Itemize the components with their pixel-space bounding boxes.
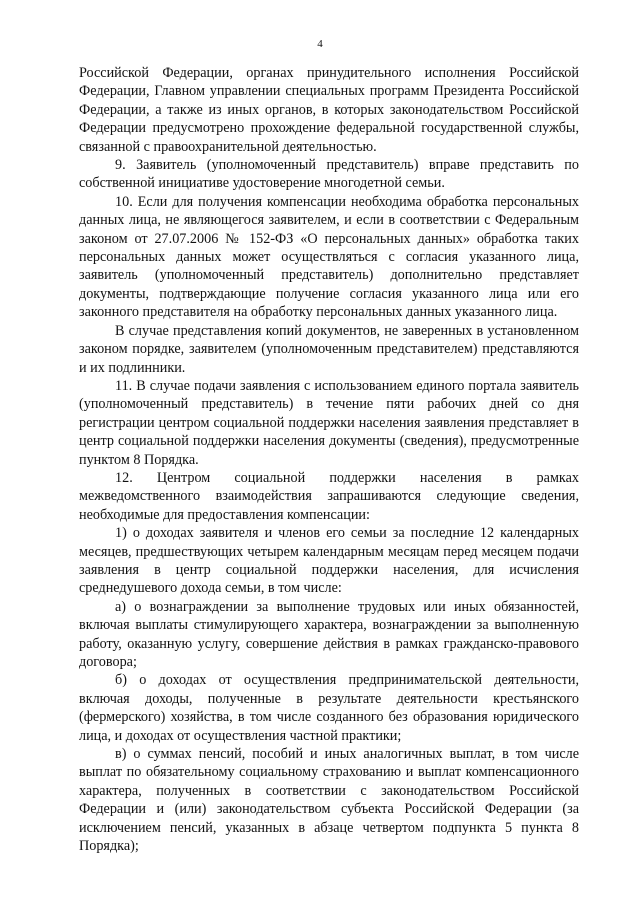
paragraph-subitem-a: а) о вознаграждении за выполнение трудовых или иных обязанностей, включая выплаты стимулирующего характера, вознаграждении за выполненную работу, оказанную услугу, совершение действия в рамках гражданско-правового договора; <box>79 598 579 670</box>
paragraph-item-9: 9. Заявитель (уполномоченный представитель) вправе представить по собственной инициативе удостоверение многодетной семьи. <box>79 157 579 192</box>
document-body <box>79 64 579 855</box>
paragraph-subitem-1: 1) о доходах заявителя и членов его семьи за последние 12 календарных месяцев, предшествующих четырем календарным месяцам перед месяцем подачи заявления в центр социальной поддержки населения, для исчисления среднедушевого дохода семьи, в том числе: <box>79 525 579 597</box>
page-number: 4 <box>317 38 323 50</box>
paragraph-item-10: 10. Если для получения компенсации необходима обработка персональных данных лица, не являющегося заявителем, и если в соответствии с Федеральным законом от 27.07.2006 № 152-ФЗ «О персональных данных» обработка таких персональных данных может осуществляться с согласия указанного лица, заявитель (уполномоченный представитель) дополнительно представляет документы, подтверждающие получение согласия указанного лица или его законного представителя на обработку персональных данных указанного лица. <box>79 193 579 321</box>
paragraph-subitem-v: в) о суммах пенсий, пособий и иных аналогичных выплат, в том числе выплат по обязательному социальному страхованию и выплат компенсационного характера, полученных в соответствии с законодательством Российской Федерации и (или) законодательством субъекта Российской Федерации (за исключением пенсий, указанных в абзаце четвертом подпункта 5 пункта 8 Порядка); <box>79 746 579 855</box>
paragraph-item-11: 11. В случае подачи заявления с использованием единого портала заявитель (уполномоченный представитель) в течение пяти рабочих дней со дня регистрации центром социальной поддержки населения заявления представляет в центр социальной поддержки населения документы (сведения), предусмотренные пунктом 8 Порядка. <box>79 377 579 468</box>
paragraph-subitem-b: б) о доходах от осуществления предпринимательской деятельности, включая доходы, полученные в результате деятельности крестьянского (фермерского) хозяйства, в том числе созданного без образования юридического лица, и доходах от осуществления частной практики; <box>79 672 579 744</box>
paragraph-continuation: Российской Федерации, органах принудительного исполнения Российской Федерации, Главном управлении специальных программ Президента Российской Федерации, а также из иных органов, в которых законодательством Российской Федерации предусмотрено прохождение федеральной государственной службы, связанной с правоохранительной деятельностью. <box>79 65 579 155</box>
paragraph-item-12: 12. Центром социальной поддержки населения в рамках межведомственного взаимодействия запрашиваются следующие сведения, необходимые для предоставления компенсации: <box>79 469 579 523</box>
paragraph-copies: В случае представления копий документов, не заверенных в установленном законом порядке, заявителем (уполномоченным представителем) представляются и их подлинники. <box>79 322 579 376</box>
